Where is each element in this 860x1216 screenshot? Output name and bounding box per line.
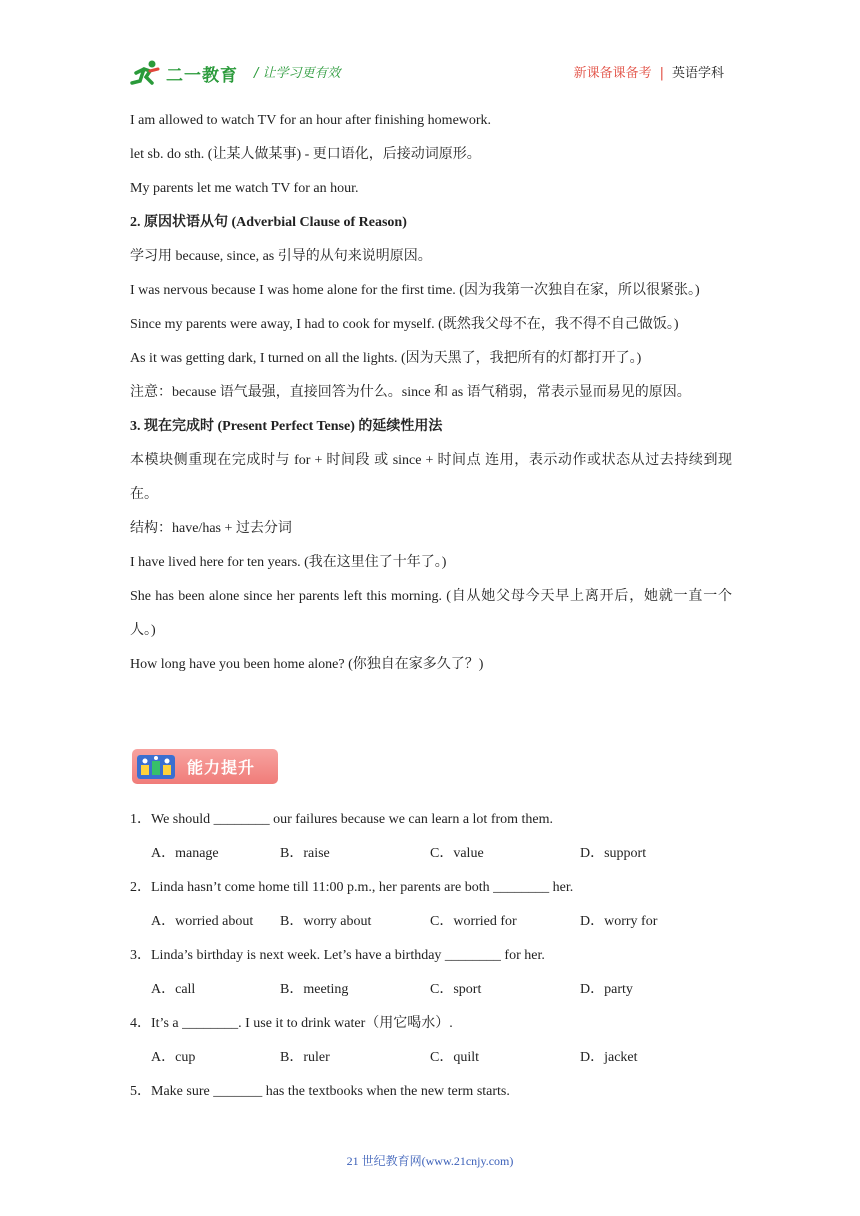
content-line: Since my parents were away, I had to cook for myself. (既然我父母不在，我不得不自己做饭。): [130, 317, 679, 332]
option: C．quilt: [430, 1050, 480, 1065]
option: A．cup: [151, 1050, 196, 1065]
slogan: / 让学习更有效: [254, 66, 341, 81]
quiz: [130, 803, 730, 1109]
bar-chart-icon: [137, 755, 175, 779]
runner-logo-icon: [130, 59, 164, 87]
banner-label: 能力提升: [187, 758, 256, 777]
content-line: 本模块侧重现在完成时与 for + 时间段 或 since + 时间点 连用，表示动作或状态从过去持续到现在。: [130, 453, 732, 502]
question-stem: 1．We should ________ our failures because we can learn a lot from them.: [130, 812, 554, 827]
option: A．worried about: [151, 914, 254, 929]
content-line: As it was getting dark, I turned on all the lights. (因为天黑了，我把所有的灯都打开了。): [130, 351, 642, 366]
content-line: She has been alone since her parents left this morning. (自从她父母今天早上离开后，她就一直一个人。): [130, 589, 732, 638]
options-row: [130, 905, 730, 939]
question-stem: 2．Linda hasn’t come home till 11:00 p.m., her parents are both ________ her.: [130, 880, 574, 895]
option: D．support: [580, 846, 647, 861]
options-row: [130, 973, 730, 1007]
question-stem: 4．It’s a ________. I use it to drink water（用它喝水）.: [130, 1016, 453, 1031]
option: B．raise: [280, 846, 330, 861]
option: B．worry about: [280, 914, 372, 929]
content-line: let sb. do sth. (让某人做某事) - 更口语化，后接动词原形。: [130, 147, 481, 162]
page-footer: 21 世纪教育网(www.21cnjy.com): [346, 1154, 514, 1168]
option: C．sport: [430, 982, 482, 997]
section-heading: 3. 现在完成时 (Present Perfect Tense) 的延续性用法: [130, 419, 443, 434]
option: B．ruler: [280, 1050, 330, 1065]
option: D．worry for: [580, 914, 658, 929]
section-banner: [132, 749, 278, 784]
option: A．manage: [151, 846, 219, 861]
content-line: 结构：have/has + 过去分词: [130, 521, 292, 536]
header-subject-label: 英语学科: [671, 66, 724, 81]
content-line: How long have you been home alone? (你独自在家多久了？): [130, 657, 484, 672]
lesson-content: [130, 104, 732, 682]
option: A．call: [151, 982, 196, 997]
content-line: I have lived here for ten years. (我在这里住了十年了。): [130, 555, 447, 570]
content-line: My parents let me watch TV for an hour.: [130, 181, 359, 196]
content-line: 学习用 because, since, as 引导的从句来说明原因。: [130, 249, 432, 264]
question-stem: 5．Make sure _______ has the textbooks when the new term starts.: [130, 1084, 510, 1099]
header-right: [574, 62, 724, 81]
header-course-label: 新课备课备考: [573, 66, 652, 81]
logo-text: 二一教育: [166, 65, 238, 86]
option: B．meeting: [280, 982, 349, 997]
section-heading: 2. 原因状语从句 (Adverbial Clause of Reason): [130, 215, 407, 230]
option: D．party: [580, 982, 633, 997]
option: C．worried for: [430, 914, 517, 929]
option: C．value: [430, 846, 484, 861]
options-row: [130, 837, 730, 871]
logo: [130, 58, 238, 88]
option: D．jacket: [580, 1050, 638, 1065]
content-line: 注意：because 语气最强，直接回答为什么。since 和 as 语气稍弱，常表示显而易见的原因。: [130, 385, 691, 400]
options-row: [130, 1041, 730, 1075]
question-stem: 3．Linda’s birthday is next week. Let’s have a birthday ________ for her.: [130, 948, 545, 963]
page-header: [130, 56, 730, 90]
content-line: I was nervous because I was home alone for the first time. (因为我第一次独自在家，所以很紧张。): [130, 283, 700, 298]
content-line: I am allowed to watch TV for an hour after finishing homework.: [130, 113, 492, 128]
header-separator: |: [659, 66, 664, 81]
